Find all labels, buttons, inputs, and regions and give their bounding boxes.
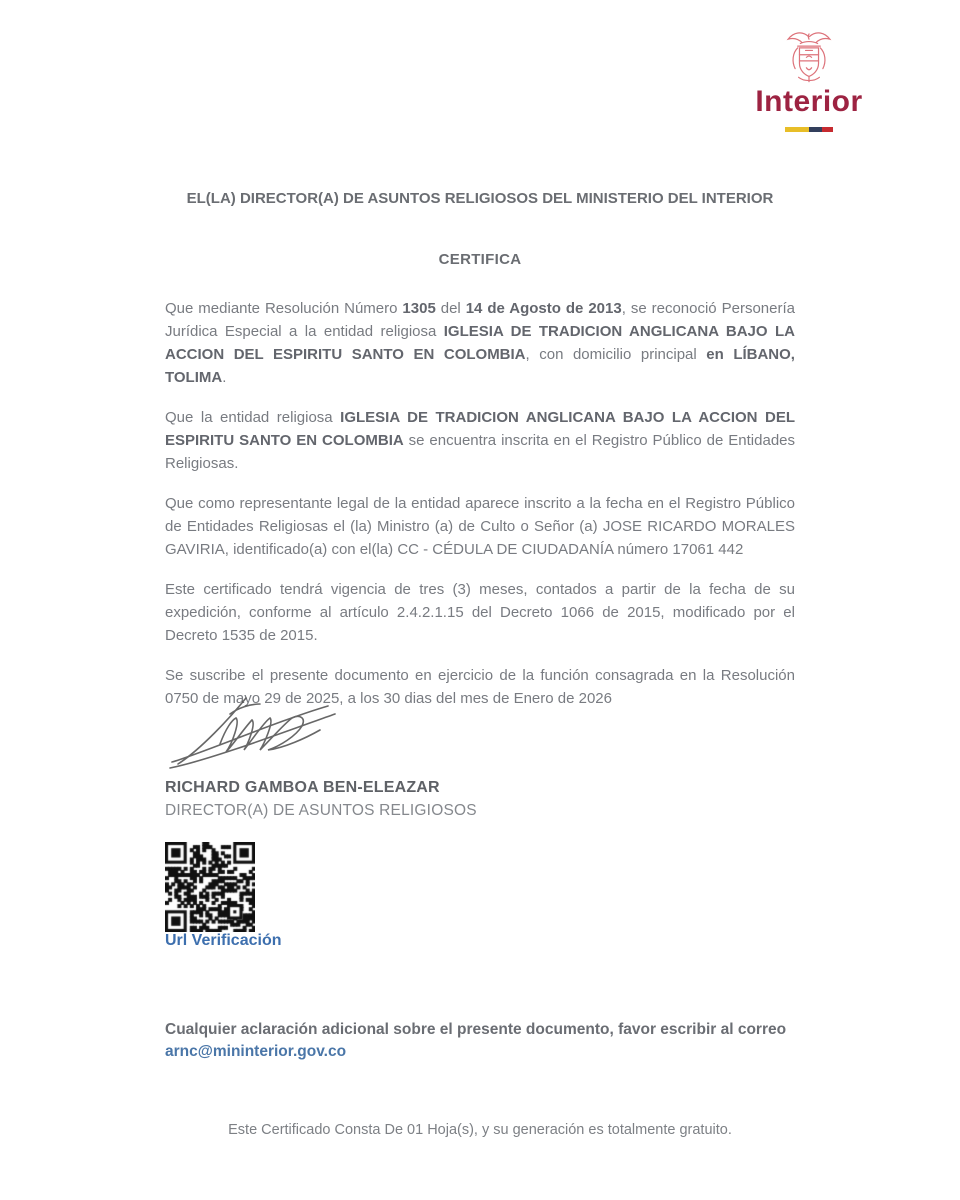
certificate-paragraph: Este certificado tendrá vigencia de tres (3) meses, contados a partir de la fecha de su expedición, conforme al artículo 2.4.2.1.15 del Decreto 1066 de 2015, modificado por el Decreto 1535 de 2015. [165, 581, 795, 644]
flag-blue-segment [809, 127, 822, 132]
signer-name: RICHARD GAMBOA BEN-ELEAZAR [165, 779, 440, 796]
contact-email-link[interactable]: arnc@mininterior.gov.co [165, 1043, 347, 1060]
contact-note-text: Cualquier aclaración adicional sobre el presente documento, favor escribir al correo [165, 1021, 787, 1038]
body-paragraphs [165, 297, 795, 727]
ministry-logo [746, 28, 872, 132]
signer-block [165, 779, 477, 820]
certificate-paragraph: Que mediante Resolución Número 1305 del 14 de Agosto de 2013, se reconoció Personería Jurídica Especial a la entidad religiosa IGLESIA DE TRADICION ANGLICANA BAJO LA ACCION DEL ESPIRITU SANTO EN COLOMBIA, con domicilio principal en LÍBANO, TOLIMA. [165, 300, 795, 386]
certificate-paragraph: Se suscribe el presente documento en ejercicio de la función consagrada en la Resolución 0750 de mayo 29 de 2025, a los 30 dias del mes de Enero de 2026 [165, 667, 795, 707]
certificate-paragraph: Que como representante legal de la entidad aparece inscrito a la fecha en el Registro Público de Entidades Religiosas el (la) Ministro (a) de Culto o Señor (a) JOSE RICARDO MORALES GAVIRIA, identificado(a) con el(la) CC - CÉDULA DE CIUDADANÍA número 17061 442 [165, 495, 795, 558]
colombia-flag-bar [785, 127, 833, 132]
certifies-heading: CERTIFICA [438, 251, 522, 268]
flag-yellow-segment [785, 127, 809, 132]
signature-scribble-icon [160, 692, 350, 774]
signer-role: DIRECTOR(A) DE ASUNTOS RELIGIOSOS [165, 802, 477, 819]
contact-note [165, 1019, 795, 1063]
flag-red-segment [822, 127, 833, 132]
qr-code [165, 842, 255, 932]
document-title: EL(LA) DIRECTOR(A) DE ASUNTOS RELIGIOSOS DEL MINISTERIO DEL INTERIOR [186, 190, 774, 207]
verification-url-link[interactable]: Url Verificación [165, 932, 282, 949]
certificate-paragraph: Que la entidad religiosa IGLESIA DE TRADICION ANGLICANA BAJO LA ACCION DEL ESPIRITU SANTO EN COLOMBIA se encuentra inscrita en el Registro Público de Entidades Religiosas. [165, 409, 796, 472]
colombia-coat-of-arms-icon [783, 28, 835, 85]
footer-note: Este Certificado Consta De 01 Hoja(s), y su generación es totalmente gratuito. [228, 1122, 732, 1138]
brand-wordmark: Interior [755, 85, 863, 118]
handwritten-signature [160, 692, 350, 774]
